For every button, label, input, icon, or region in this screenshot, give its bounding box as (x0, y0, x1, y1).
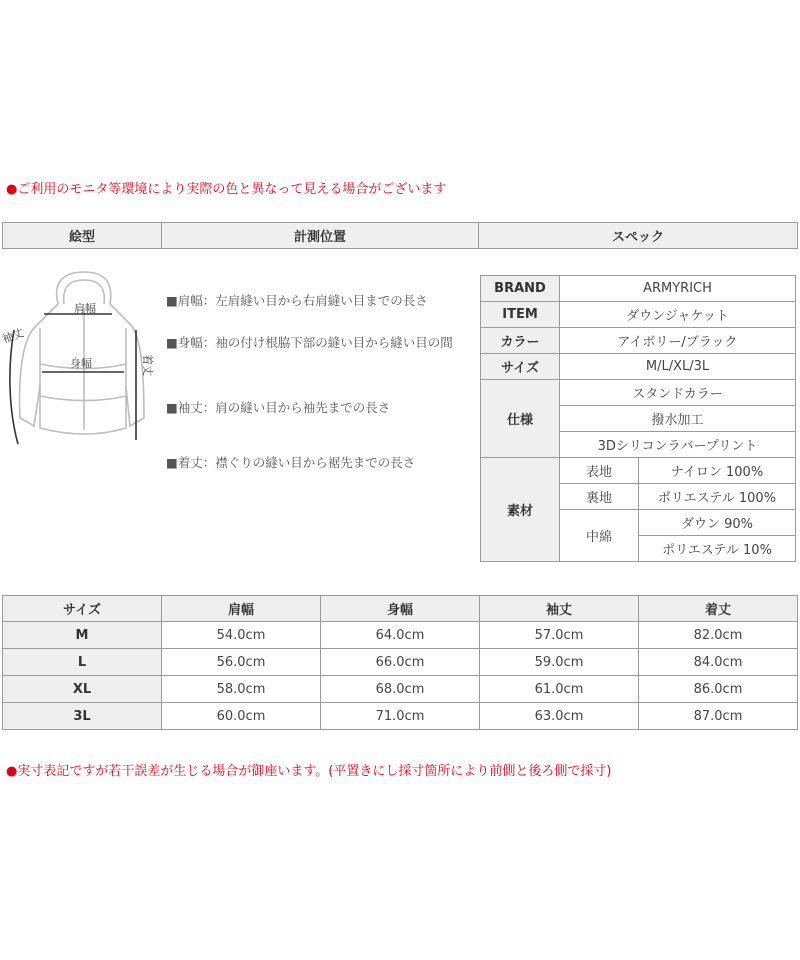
chest-cell: 64.0cm (321, 622, 480, 649)
size-table (2, 595, 798, 730)
spec-size-value: M/L/XL/3L (560, 354, 796, 380)
spec-fill-label: 中綿 (560, 510, 639, 562)
chest-cell: 68.0cm (321, 676, 480, 703)
spec-item-label: ITEM (481, 302, 560, 328)
spec-lining-label: 裏地 (560, 484, 639, 510)
spec-brand-label: BRAND (481, 276, 560, 302)
section-header-table (2, 222, 798, 249)
length-cell: 84.0cm (639, 649, 798, 676)
shoulder-cell: 56.0cm (162, 649, 321, 676)
spec-fill-value-1: ダウン 90% (639, 510, 796, 536)
table-row (3, 649, 798, 676)
sleeve-cell: 59.0cm (480, 649, 639, 676)
spec-material-label: 素材 (481, 458, 560, 562)
spec-detail-2: 撥水加工 (560, 406, 796, 432)
spec-lining-value: ポリエステル 100% (639, 484, 796, 510)
spec-item-value: ダウンジャケット (560, 302, 796, 328)
label-chest: 身幅 (70, 357, 92, 370)
shoulder-cell: 60.0cm (162, 703, 321, 730)
spec-brand-value: ARMYRICH (560, 276, 796, 302)
label-length: 着丈 (141, 354, 154, 376)
chest-cell: 71.0cm (321, 703, 480, 730)
measurement-notice: ●実寸表記ですが若干誤差が生じる場合が御座います。(平置きにし採寸箇所により前側と後ろ側で採寸) (6, 764, 612, 779)
color-notice: ●ご利用のモニタ等環境により実際の色と異なって見える場合がございます (6, 182, 447, 197)
size-header-size: サイズ (3, 596, 162, 622)
spec-color-label: カラー (481, 328, 560, 354)
table-row (3, 622, 798, 649)
desc-shoulder: ■肩幅：左肩縫い目から右肩縫い目までの長さ (166, 293, 428, 308)
shoulder-cell: 54.0cm (162, 622, 321, 649)
sleeve-cell: 63.0cm (480, 703, 639, 730)
size-cell: M (3, 622, 162, 649)
size-cell: L (3, 649, 162, 676)
header-illustration: 絵型 (3, 223, 162, 249)
header-measure-position: 計測位置 (162, 223, 479, 249)
chest-cell: 66.0cm (321, 649, 480, 676)
spec-detail-label: 仕様 (481, 380, 560, 458)
length-cell: 82.0cm (639, 622, 798, 649)
length-cell: 86.0cm (639, 676, 798, 703)
size-header-shoulder: 肩幅 (162, 596, 321, 622)
desc-sleeve: ■袖丈：肩の縫い目から袖先までの長さ (166, 400, 391, 415)
spec-fill-value-2: ポリエステル 10% (639, 536, 796, 562)
table-row (3, 676, 798, 703)
label-shoulder: 肩幅 (74, 302, 96, 315)
shoulder-cell: 58.0cm (162, 676, 321, 703)
size-cell: 3L (3, 703, 162, 730)
jacket-illustration (0, 268, 160, 448)
spec-size-label: サイズ (481, 354, 560, 380)
spec-outer-value: ナイロン 100% (639, 458, 796, 484)
spec-outer-label: 表地 (560, 458, 639, 484)
header-spec: スペック (479, 223, 798, 249)
desc-length: ■着丈：襟ぐりの縫い目から裾先までの長さ (166, 455, 416, 470)
spec-table (480, 275, 796, 562)
size-header-length: 着丈 (639, 596, 798, 622)
sleeve-cell: 57.0cm (480, 622, 639, 649)
sleeve-cell: 61.0cm (480, 676, 639, 703)
size-header-sleeve: 袖丈 (480, 596, 639, 622)
spec-detail-3: 3Dシリコンラバープリント (560, 432, 796, 458)
size-header-chest: 身幅 (321, 596, 480, 622)
spec-detail-1: スタンドカラー (560, 380, 796, 406)
length-cell: 87.0cm (639, 703, 798, 730)
label-sleeve: 袖丈 (0, 326, 26, 346)
size-cell: XL (3, 676, 162, 703)
table-row (3, 703, 798, 730)
spec-color-value: アイボリー/ブラック (560, 328, 796, 354)
desc-chest: ■身幅：袖の付け根脇下部の縫い目から縫い目の間 (166, 335, 453, 350)
